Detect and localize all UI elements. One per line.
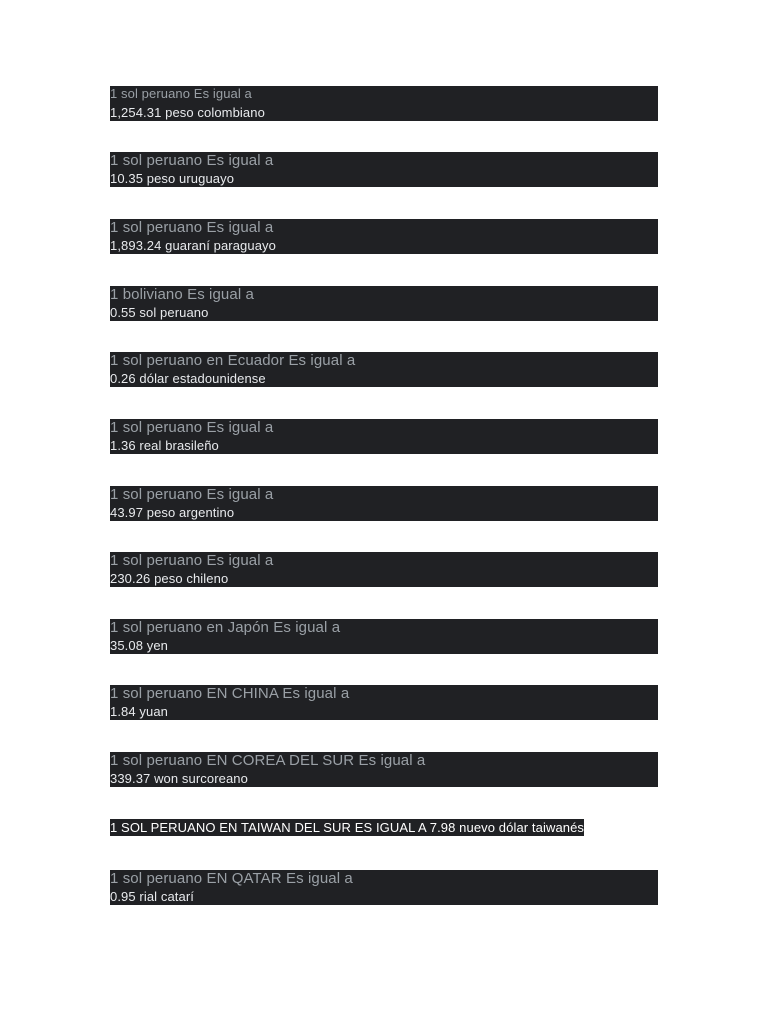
conversion-answer: 230.26 peso chileno	[110, 571, 229, 586]
conversion-question: 1 sol peruano Es igual a	[110, 486, 274, 503]
conversion-answer: 1.84 yuan	[110, 704, 169, 719]
conversion-block	[110, 86, 658, 121]
conversion-question: 1 sol peruano en Ecuador Es igual a	[110, 352, 356, 369]
conversion-block	[110, 619, 658, 654]
conversion-answer: 1,893.24 guaraní paraguayo	[110, 238, 276, 253]
conversion-block	[110, 219, 658, 254]
conversion-answer: 35.08 yen	[110, 638, 169, 653]
conversion-answer: 339.37 won surcoreano	[110, 771, 248, 786]
conversion-question: 1 boliviano Es igual a	[110, 286, 254, 303]
conversion-block	[110, 286, 658, 321]
conversion-answer: 10.35 peso uruguayo	[110, 171, 235, 186]
conversion-block	[110, 752, 658, 787]
conversion-block	[110, 685, 658, 720]
taiwan-conversion-text: 1 SOL PERUANO EN TAIWAN DEL SUR ES IGUAL A 7.98 nuevo dólar taiwanés	[110, 820, 585, 835]
conversion-block	[110, 419, 658, 454]
conversion-block	[110, 152, 658, 187]
conversion-answer: 1,254.31 peso colombiano	[110, 105, 265, 120]
conversion-answer: 0.55 sol peruano	[110, 305, 209, 320]
conversion-question: 1 sol peruano Es igual a	[110, 419, 274, 436]
conversion-question: 1 sol peruano Es igual a	[110, 86, 252, 101]
conversion-answer: 1.36 real brasileño	[110, 438, 219, 453]
conversion-question: 1 sol peruano Es igual a	[110, 552, 274, 569]
conversion-answer: 43.97 peso argentino	[110, 505, 235, 520]
conversion-question: 1 sol peruano EN QATAR Es igual a	[110, 870, 353, 887]
conversion-question: 1 sol peruano Es igual a	[110, 152, 274, 169]
conversion-block	[110, 870, 658, 905]
conversion-question: 1 sol peruano Es igual a	[110, 219, 274, 236]
conversion-answer: 0.26 dólar estadounidense	[110, 371, 266, 386]
taiwan-conversion-paragraph	[110, 818, 610, 837]
conversion-block	[110, 352, 658, 387]
conversion-question: 1 sol peruano EN CHINA Es igual a	[110, 685, 350, 702]
conversion-block	[110, 552, 658, 587]
conversion-answer: 0.95 rial catarí	[110, 889, 194, 904]
conversion-block	[110, 486, 658, 521]
conversion-question: 1 sol peruano EN COREA DEL SUR Es igual a	[110, 752, 426, 769]
conversion-question: 1 sol peruano en Japón Es igual a	[110, 619, 341, 636]
